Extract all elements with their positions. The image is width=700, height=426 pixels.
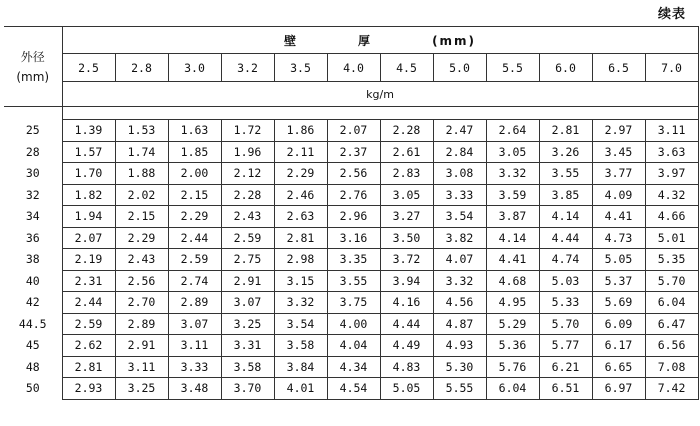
- thickness-col-header: 4.0: [327, 54, 380, 82]
- outer-diameter-cell: 44.5: [4, 313, 62, 335]
- weight-cell: 2.84: [433, 141, 486, 163]
- weight-cell: 4.07: [433, 249, 486, 271]
- weight-cell: 2.46: [274, 184, 327, 206]
- weight-cell: 6.09: [592, 313, 645, 335]
- weight-cell: 6.97: [592, 378, 645, 400]
- weight-cell: 3.55: [539, 163, 592, 185]
- weight-cell: 6.56: [645, 335, 698, 357]
- outer-diameter-cell: 48: [4, 356, 62, 378]
- weight-cell: 3.84: [274, 356, 327, 378]
- weight-cell: 2.28: [380, 120, 433, 142]
- table-row: [4, 249, 698, 271]
- weight-cell: 4.16: [380, 292, 433, 314]
- weight-cell: 3.85: [539, 184, 592, 206]
- outer-diameter-cell: 25: [4, 120, 62, 142]
- thickness-col-header: 6.5: [592, 54, 645, 82]
- thickness-col-header: 3.5: [274, 54, 327, 82]
- table-body: [4, 107, 698, 400]
- weight-cell: 3.27: [380, 206, 433, 228]
- table-row: [4, 378, 698, 400]
- weight-cell: 4.44: [380, 313, 433, 335]
- weight-cell: 2.19: [62, 249, 115, 271]
- weight-cell: 4.44: [539, 227, 592, 249]
- weight-cell: 3.58: [221, 356, 274, 378]
- weight-cell: 2.47: [433, 120, 486, 142]
- weight-cell: 2.83: [380, 163, 433, 185]
- weight-cell: 5.05: [380, 378, 433, 400]
- weight-cell: 4.68: [486, 270, 539, 292]
- weight-cell: 4.41: [486, 249, 539, 271]
- weight-cell: 4.73: [592, 227, 645, 249]
- table-row: [4, 120, 698, 142]
- table-row: [4, 227, 698, 249]
- weight-cell: 2.00: [168, 163, 221, 185]
- weight-cell: 4.14: [486, 227, 539, 249]
- wall-thickness-header: [62, 27, 698, 54]
- weight-cell: 3.32: [433, 270, 486, 292]
- weight-cell: 4.14: [539, 206, 592, 228]
- thickness-values-row: [4, 54, 698, 82]
- weight-cell: 3.35: [327, 249, 380, 271]
- weight-cell: 3.05: [486, 141, 539, 163]
- weight-cell: 7.08: [645, 356, 698, 378]
- weight-cell: 5.36: [486, 335, 539, 357]
- outer-diameter-cell: 38: [4, 249, 62, 271]
- weight-cell: 3.72: [380, 249, 433, 271]
- weight-cell: 4.74: [539, 249, 592, 271]
- weight-cell: 5.37: [592, 270, 645, 292]
- weight-cell: 4.41: [592, 206, 645, 228]
- weight-cell: 2.70: [115, 292, 168, 314]
- outer-diameter-cell: 28: [4, 141, 62, 163]
- weight-cell: 4.87: [433, 313, 486, 335]
- weight-cell: 5.55: [433, 378, 486, 400]
- weight-cell: 4.49: [380, 335, 433, 357]
- weight-cell: 6.21: [539, 356, 592, 378]
- outer-diameter-unit: (mm): [16, 69, 50, 84]
- weight-cell: 3.55: [327, 270, 380, 292]
- weight-cell: 3.11: [645, 120, 698, 142]
- table-row: [4, 292, 698, 314]
- weight-cell: 3.32: [486, 163, 539, 185]
- weight-cell: 2.28: [221, 184, 274, 206]
- weight-cell: 2.93: [62, 378, 115, 400]
- weight-cell: 2.02: [115, 184, 168, 206]
- weight-cell: 6.47: [645, 313, 698, 335]
- thickness-col-header: 3.0: [168, 54, 221, 82]
- weight-cell: 5.29: [486, 313, 539, 335]
- weight-cell: 4.01: [274, 378, 327, 400]
- table-row: [4, 184, 698, 206]
- weight-cell: 6.04: [645, 292, 698, 314]
- weight-cell: 6.65: [592, 356, 645, 378]
- weight-cell: 3.07: [221, 292, 274, 314]
- outer-diameter-header: [4, 27, 62, 107]
- weight-cell: 4.09: [592, 184, 645, 206]
- thickness-col-header: 6.0: [539, 54, 592, 82]
- weight-cell: 2.29: [168, 206, 221, 228]
- thickness-col-header: 2.5: [62, 54, 115, 82]
- weight-cell: 1.88: [115, 163, 168, 185]
- weight-cell: 5.69: [592, 292, 645, 314]
- weight-cell: 3.11: [168, 335, 221, 357]
- weight-cell: 2.89: [115, 313, 168, 335]
- weight-cell: 2.59: [221, 227, 274, 249]
- thickness-col-header: 4.5: [380, 54, 433, 82]
- weight-cell: 2.81: [274, 227, 327, 249]
- weight-cell: 6.17: [592, 335, 645, 357]
- weight-cell: 3.82: [433, 227, 486, 249]
- weight-cell: 2.89: [168, 292, 221, 314]
- weight-cell: 3.16: [327, 227, 380, 249]
- weight-cell: 3.33: [433, 184, 486, 206]
- weight-cell: 3.26: [539, 141, 592, 163]
- weight-cell: 2.15: [115, 206, 168, 228]
- weight-cell: 3.33: [168, 356, 221, 378]
- weight-cell: 5.77: [539, 335, 592, 357]
- weight-cell: 2.74: [168, 270, 221, 292]
- weight-cell: 4.83: [380, 356, 433, 378]
- weight-cell: 1.96: [221, 141, 274, 163]
- weight-cell: 3.08: [433, 163, 486, 185]
- weight-cell: 2.98: [274, 249, 327, 271]
- weight-cell: 5.30: [433, 356, 486, 378]
- weight-cell: 2.31: [62, 270, 115, 292]
- weight-cell: 5.70: [645, 270, 698, 292]
- weight-cell: 2.97: [592, 120, 645, 142]
- weight-cell: 2.75: [221, 249, 274, 271]
- weight-cell: 1.85: [168, 141, 221, 163]
- unit-row: [4, 82, 698, 107]
- outer-diameter-cell: 45: [4, 335, 62, 357]
- weight-cell: 3.07: [168, 313, 221, 335]
- weight-cell: 7.42: [645, 378, 698, 400]
- weight-cell: 4.54: [327, 378, 380, 400]
- wall-thickness-unit: (mm): [432, 33, 477, 48]
- weight-cell: 4.93: [433, 335, 486, 357]
- weight-cell: 2.43: [115, 249, 168, 271]
- table-row: [4, 313, 698, 335]
- outer-diameter-cell: 50: [4, 378, 62, 400]
- weight-cell: 3.48: [168, 378, 221, 400]
- steel-pipe-weight-table: [4, 26, 699, 400]
- weight-cell: 2.63: [274, 206, 327, 228]
- thickness-col-header: 7.0: [645, 54, 698, 82]
- spacer-row: [4, 107, 698, 120]
- outer-diameter-cell: 36: [4, 227, 62, 249]
- outer-diameter-cell: 30: [4, 163, 62, 185]
- wall-thickness-char2: 厚: [358, 33, 373, 48]
- thickness-col-header: 3.2: [221, 54, 274, 82]
- weight-cell: 1.63: [168, 120, 221, 142]
- weight-cell: 3.15: [274, 270, 327, 292]
- outer-diameter-cell: 32: [4, 184, 62, 206]
- weight-cell: 2.61: [380, 141, 433, 163]
- weight-cell: 3.31: [221, 335, 274, 357]
- weight-cell: 2.43: [221, 206, 274, 228]
- weight-cell: 3.32: [274, 292, 327, 314]
- weight-cell: 3.45: [592, 141, 645, 163]
- weight-cell: 3.75: [327, 292, 380, 314]
- weight-unit-label: kg/m: [62, 82, 698, 107]
- weight-cell: 3.54: [433, 206, 486, 228]
- weight-cell: 3.05: [380, 184, 433, 206]
- weight-cell: 3.25: [115, 378, 168, 400]
- weight-cell: 4.95: [486, 292, 539, 314]
- weight-cell: 2.64: [486, 120, 539, 142]
- outer-diameter-cell: 42: [4, 292, 62, 314]
- weight-cell: 3.87: [486, 206, 539, 228]
- weight-cell: 2.96: [327, 206, 380, 228]
- table-row: [4, 335, 698, 357]
- weight-cell: 2.44: [168, 227, 221, 249]
- weight-cell: 1.57: [62, 141, 115, 163]
- thickness-col-header: 5.5: [486, 54, 539, 82]
- weight-cell: 5.33: [539, 292, 592, 314]
- thickness-col-header: 5.0: [433, 54, 486, 82]
- weight-cell: 1.94: [62, 206, 115, 228]
- weight-cell: 1.70: [62, 163, 115, 185]
- weight-cell: 3.77: [592, 163, 645, 185]
- table-row: [4, 141, 698, 163]
- weight-cell: 2.37: [327, 141, 380, 163]
- header-title-row: [4, 27, 698, 54]
- outer-diameter-label: 外径: [20, 49, 45, 64]
- weight-cell: 2.56: [327, 163, 380, 185]
- weight-cell: 2.11: [274, 141, 327, 163]
- wall-thickness-char1: 壁: [284, 33, 299, 48]
- weight-cell: 2.12: [221, 163, 274, 185]
- weight-cell: 3.58: [274, 335, 327, 357]
- weight-cell: 4.00: [327, 313, 380, 335]
- weight-cell: 3.59: [486, 184, 539, 206]
- weight-cell: 1.72: [221, 120, 274, 142]
- weight-cell: 4.32: [645, 184, 698, 206]
- weight-cell: 2.91: [221, 270, 274, 292]
- table-row: [4, 206, 698, 228]
- weight-cell: 6.04: [486, 378, 539, 400]
- weight-cell: 4.04: [327, 335, 380, 357]
- weight-cell: 3.70: [221, 378, 274, 400]
- weight-cell: 1.82: [62, 184, 115, 206]
- weight-cell: 2.07: [327, 120, 380, 142]
- weight-cell: 5.01: [645, 227, 698, 249]
- weight-cell: 2.81: [62, 356, 115, 378]
- weight-cell: 6.51: [539, 378, 592, 400]
- weight-cell: 3.11: [115, 356, 168, 378]
- weight-cell: 2.07: [62, 227, 115, 249]
- weight-cell: 3.94: [380, 270, 433, 292]
- weight-cell: 5.05: [592, 249, 645, 271]
- thickness-col-header: 2.8: [115, 54, 168, 82]
- weight-cell: 1.53: [115, 120, 168, 142]
- continued-label: 续表: [657, 7, 686, 22]
- outer-diameter-cell: 34: [4, 206, 62, 228]
- table-row: [4, 356, 698, 378]
- table-row: [4, 270, 698, 292]
- weight-cell: 2.29: [115, 227, 168, 249]
- weight-cell: 3.54: [274, 313, 327, 335]
- weight-cell: 1.86: [274, 120, 327, 142]
- weight-cell: 2.59: [62, 313, 115, 335]
- weight-cell: 5.70: [539, 313, 592, 335]
- outer-diameter-cell: 40: [4, 270, 62, 292]
- weight-cell: 3.63: [645, 141, 698, 163]
- weight-cell: 5.03: [539, 270, 592, 292]
- weight-cell: 1.74: [115, 141, 168, 163]
- weight-cell: 2.56: [115, 270, 168, 292]
- table-row: [4, 163, 698, 185]
- weight-cell: 2.29: [274, 163, 327, 185]
- weight-cell: 4.66: [645, 206, 698, 228]
- weight-cell: 2.81: [539, 120, 592, 142]
- weight-cell: 2.15: [168, 184, 221, 206]
- weight-cell: 3.97: [645, 163, 698, 185]
- weight-cell: 2.59: [168, 249, 221, 271]
- weight-cell: 5.76: [486, 356, 539, 378]
- weight-cell: 4.34: [327, 356, 380, 378]
- weight-cell: 4.56: [433, 292, 486, 314]
- weight-cell: 2.62: [62, 335, 115, 357]
- weight-cell: 2.76: [327, 184, 380, 206]
- weight-cell: 2.91: [115, 335, 168, 357]
- weight-cell: 5.35: [645, 249, 698, 271]
- weight-cell: 3.50: [380, 227, 433, 249]
- weight-cell: 2.44: [62, 292, 115, 314]
- weight-cell: 3.25: [221, 313, 274, 335]
- weight-cell: 1.39: [62, 120, 115, 142]
